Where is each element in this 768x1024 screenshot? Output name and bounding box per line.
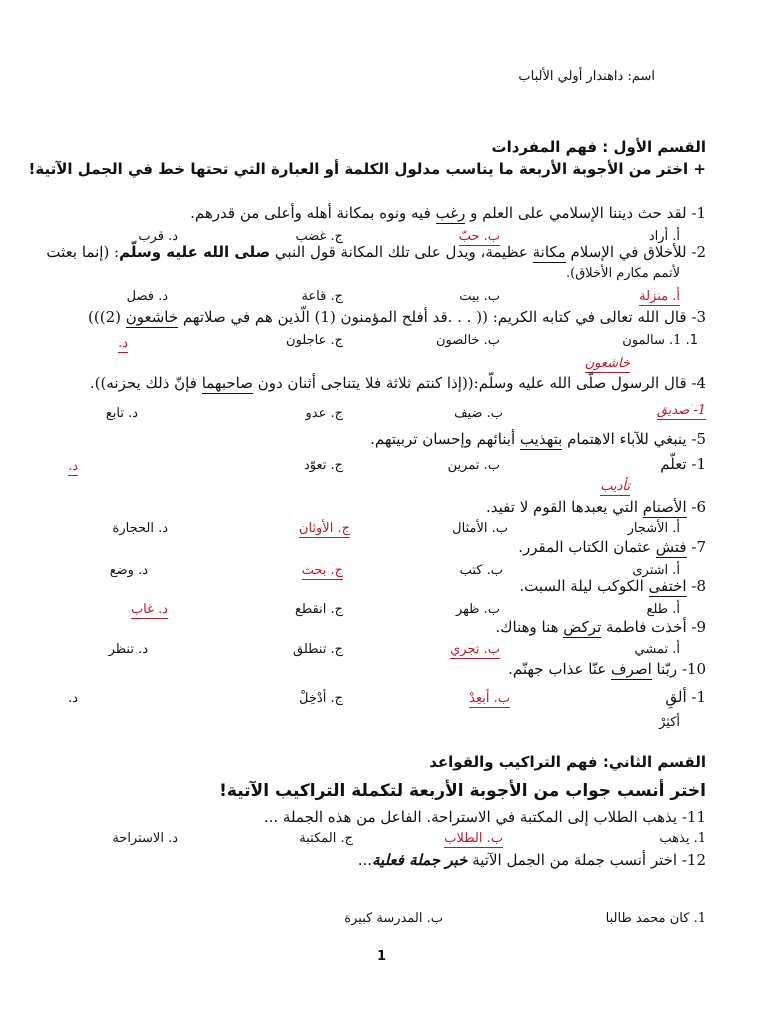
q3-option-a[interactable]: 1. 1. سالمون (622, 333, 698, 348)
page-number: 1 (376, 949, 386, 964)
question-3: 3- قال الله تعالى في كتابه الكريم: (( . . .قد أفلح المؤمنون (1) الّذين هم في صلاتهم خاشعون (2))) (88, 308, 706, 326)
q4-option-a[interactable]: 1- صديق (656, 403, 706, 418)
section1-instruction: + اختر من الأجوبة الأربعة ما يناسب مدلول الكلمة أو العبارة التي تحتها خط في الجمل الآتية! (28, 160, 706, 178)
q9-option-b[interactable]: ب. تجري (450, 642, 500, 657)
q5-option-b[interactable]: ب. تمرين (447, 458, 500, 473)
q3-option-c[interactable]: ج. عاجلون (286, 333, 343, 348)
section2-instruction: اختر أنسب جواب من الأجوبة الأربعة لتكملة التراكيب الآتية! (219, 781, 706, 801)
question-8: 8- اختفى الكوكب ليلة السبت. (519, 577, 706, 595)
q3-option-d[interactable]: د. (118, 336, 128, 351)
q5-option-a[interactable]: 1- تعلّم (660, 455, 706, 473)
question-4: 4- قال الرسول صلّى الله عليه وسلّم:((إذا كنتم ثلاثة فلا يتناجى أثنان دون صاحبهما فإنّ ذلك يحزنه)). (89, 374, 706, 392)
section1-title: القسم الأول : فهم المفردات (491, 138, 706, 156)
q7-option-c[interactable]: ج. بحث (301, 563, 343, 578)
q9-option-a[interactable]: أ. تمشي (634, 642, 680, 657)
q1-option-c[interactable]: ج. غضب (295, 229, 343, 244)
student-name-line: اسم: داهندار أولي الألباب (518, 69, 655, 84)
q1-option-d[interactable]: د. قرب (138, 229, 178, 244)
q4-option-d[interactable]: د. تابع (105, 406, 138, 421)
underlined-word: رغب (435, 204, 466, 222)
question-6: 6- الأصنام التي يعبدها القوم لا تفيد. (486, 498, 706, 516)
q8-option-d[interactable]: د. غاب (130, 602, 168, 617)
q5-option-c[interactable]: ج. تعوّد (303, 458, 343, 473)
q7-option-b[interactable]: ب. كتب (459, 563, 503, 578)
q11-option-b[interactable]: ب. الطلاب (444, 831, 503, 846)
q6-option-c[interactable]: ج. الأوثان (298, 521, 350, 536)
q12-option-b[interactable]: ب. المدرسة كبيرة (344, 911, 443, 926)
q10-option-a[interactable]: 1- ألقِ (665, 688, 706, 706)
question-2-line2: لأتمم مكارم الأخلاق). (565, 266, 680, 281)
q2-option-a[interactable]: أ. منزلة (639, 289, 680, 304)
q11-option-a[interactable]: 1. يذهب (659, 831, 706, 846)
q12-option-a[interactable]: 1. كان محمد طالبا (605, 911, 706, 926)
q10-option-b[interactable]: ب. أبعِدْ (469, 691, 510, 706)
question-11: 11- يذهب الطلاب إلى المكتبة في الاستراحة. الفاعل من هذه الجملة ... (263, 808, 706, 826)
question-2: 2- للأخلاق في الإسلام مكانة عظيمة، ويدل على تلك المكانة قول النبي صلى الله عليه وسلّم: (إنما بعثت (46, 243, 706, 261)
q8-option-a[interactable]: أ. طلع (646, 602, 680, 617)
q10-option-c[interactable]: ج. أدْخِلْ (299, 691, 343, 706)
question-5: 5- ينبغي للآباء الاهتمام بتهذيب أبنائهم وإحسان تربيتهم. (370, 430, 706, 448)
q6-option-d[interactable]: د. الحجارة (112, 521, 168, 536)
q3-option-b[interactable]: ب. خالصون (436, 333, 500, 348)
q5-option-d[interactable]: د. (68, 459, 78, 474)
q7-option-a[interactable]: أ. اشترى (632, 563, 680, 578)
q10-option-d[interactable]: د. (68, 691, 78, 706)
q4-option-c[interactable]: ج. عدو (305, 406, 343, 421)
q4-option-b[interactable]: ب. ضيف (454, 406, 503, 421)
question-1: 1- لقد حث ديننا الإسلامي على العلم و رغب فيه ونوه بمكانة أهله وأعلى من قدرهم. (190, 204, 706, 222)
q2-option-d[interactable]: د. فصل (126, 289, 168, 304)
q2-option-c[interactable]: ج. قاعة (301, 289, 343, 304)
q5-handwritten-answer: تأديب (600, 479, 630, 494)
question-12: 12- اختر أنسب جملة من الجمل الآتية خبر جملة فعلية... (357, 851, 706, 869)
q3-handwritten-answer: خاشعون (584, 356, 630, 371)
q11-option-c[interactable]: ج. المكتبة (299, 831, 353, 846)
section2-title: القسم الثاني: فهم التراكيب والقواعد (429, 753, 706, 771)
q9-option-d[interactable]: د. تنظر (108, 642, 148, 657)
q6-option-a[interactable]: أ. الأشجار (627, 521, 680, 536)
q1-option-b[interactable]: ب. حبّ (458, 229, 500, 244)
q8-option-b[interactable]: ب. ظهر (455, 602, 500, 617)
question-7: 7- فتش عثمان الكتاب المقرر. (518, 538, 706, 556)
q2-option-b[interactable]: ب. بيت (459, 289, 500, 304)
q8-option-c[interactable]: ج. انقطع (294, 602, 343, 617)
question-10: 10- ربّنا اصرف عنّا عذاب جهنّم. (508, 660, 706, 678)
q6-option-b[interactable]: ب. الأمثال (452, 521, 508, 536)
q7-option-d[interactable]: د. وضع (109, 563, 148, 578)
q11-option-d[interactable]: د. الاستراحة (112, 831, 178, 846)
question-9: 9- أخذت فاطمة تركض هنا وهناك. (495, 618, 706, 636)
q9-option-c[interactable]: ج. تنطلق (292, 642, 343, 657)
q1-option-a[interactable]: أ. أراد (648, 229, 680, 244)
q10-option-d-text: أكثِرْ (659, 715, 680, 730)
